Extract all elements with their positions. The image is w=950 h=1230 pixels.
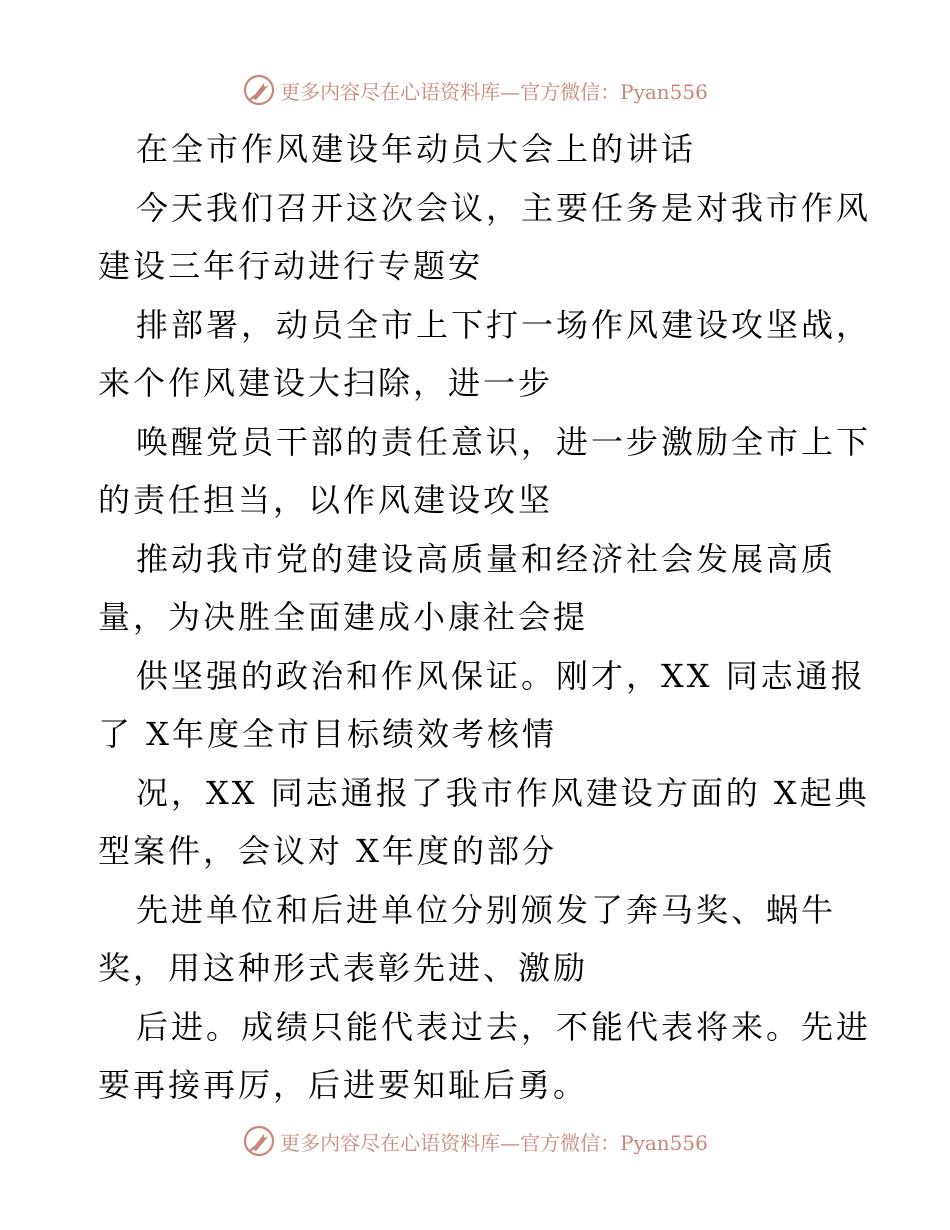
header-watermark-text: 更多内容尽在心语资料库—官方微信：Pyan556 [280, 79, 708, 104]
text-line: 要再接再厉，后进要知耻后勇。 [98, 1066, 589, 1104]
text-line: 量，为决胜全面建成小康社会提 [98, 598, 589, 636]
pen-nib-seal-icon [242, 1124, 276, 1158]
footer-watermark-banner [0, 1123, 950, 1159]
pen-nib-seal-icon [242, 73, 276, 107]
text-line: 后进。成绩只能代表过去，不能代表将来。先进 [136, 1007, 872, 1046]
text-line: 的责任担当，以作风建设攻坚 [98, 481, 554, 519]
paragraph-lines [98, 179, 872, 1115]
text-line: 先进单位和后进单位分别颁发了奔马奖、蜗牛 [136, 890, 837, 929]
footer-watermark-text: 更多内容尽在心语资料库—官方微信：Pyan556 [280, 1130, 708, 1155]
text-line: 型案件，会议对 X年度的部分 [98, 832, 557, 870]
document-title: 在全市作风建设年动员大会上的讲话 [136, 130, 697, 168]
text-line: 奖，用这种形式表彰先进、激励 [98, 949, 589, 987]
text-line: 来个作风建设大扫除，进一步 [98, 364, 554, 402]
text-line: 供坚强的政治和作风保证。刚才，XX 同志通报 [136, 656, 866, 695]
text-line: 了 X年度全市目标绩效考核情 [98, 715, 557, 753]
document-body [98, 120, 872, 1115]
text-line: 排部署，动员全市上下打一场作风建设攻坚战， [136, 305, 872, 344]
text-line: 唤醒党员干部的责任意识，进一步激励全市上下 [136, 422, 872, 461]
header-watermark-banner [0, 72, 950, 108]
text-line: 今天我们召开这次会议，主要任务是对我市作风 [136, 188, 872, 227]
text-line: 况，XX 同志通报了我市作风建设方面的 X起典 [136, 773, 870, 812]
text-line: 推动我市党的建设高质量和经济社会发展高质 [136, 539, 837, 578]
text-line: 建设三年行动进行专题安 [98, 247, 484, 285]
